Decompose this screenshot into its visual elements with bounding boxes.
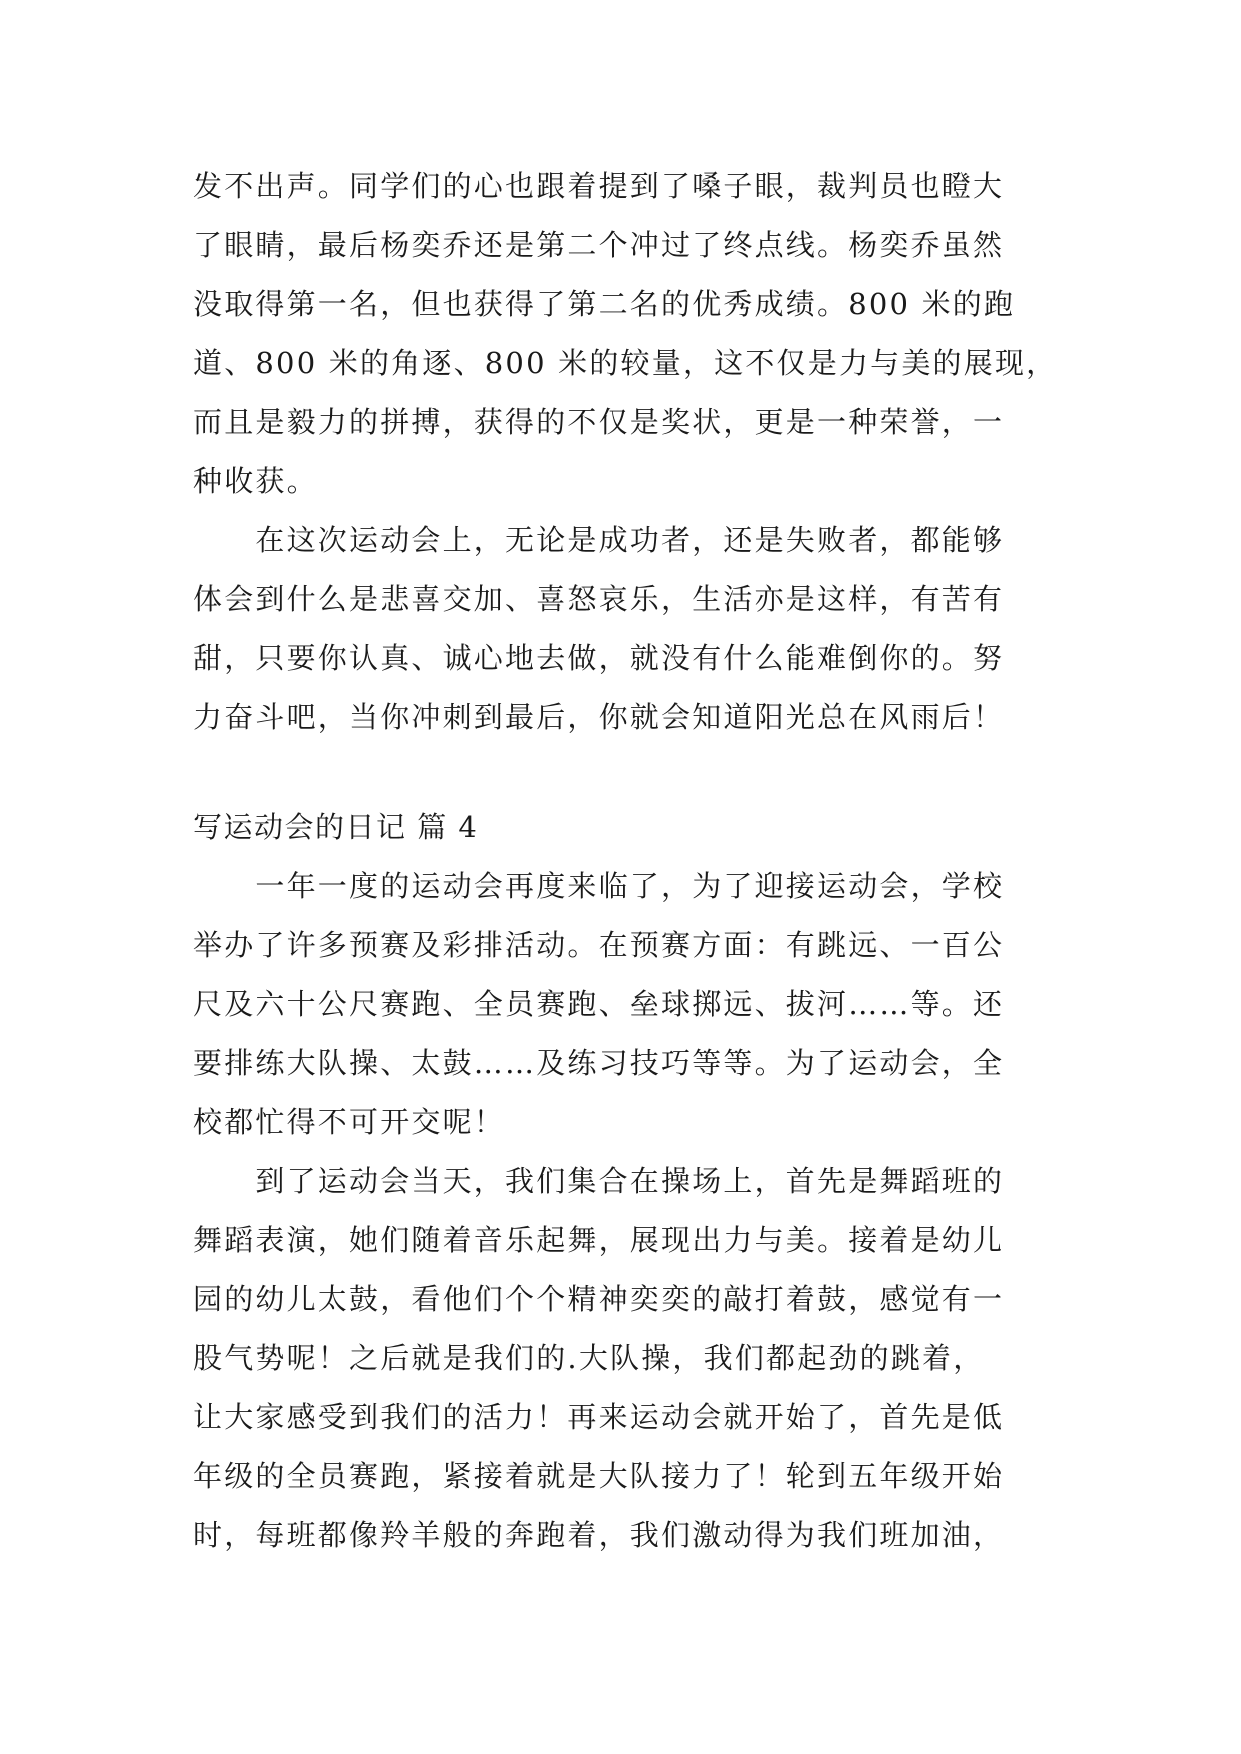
text-line: 体会到什么是悲喜交加、喜怒哀乐，生活亦是这样，有苦有 (193, 582, 1005, 616)
text-line: 种收获。 (193, 464, 318, 498)
text-line: 在这次运动会上，无论是成功者，还是失败者，都能够 (193, 523, 1005, 557)
text-line: 年级的全员赛跑，紧接着就是大队接力了！轮到五年级开始 (193, 1459, 1005, 1493)
text-line: 一年一度的运动会再度来临了，为了迎接运动会，学校 (193, 869, 1005, 903)
section-heading: 写运动会的日记 篇 4 (193, 810, 479, 844)
text-line: 园的幼儿太鼓，看他们个个精神奕奕的敲打着鼓，感觉有一 (193, 1282, 1005, 1316)
text-line: 没取得第一名，但也获得了第二名的优秀成绩。800 米的跑 (193, 287, 1016, 321)
text-line: 了眼睛，最后杨奕乔还是第二个冲过了终点线。杨奕乔虽然 (193, 228, 1005, 262)
text-line: 道、800 米的角逐、800 米的较量，这不仅是力与美的展现， (193, 346, 1058, 380)
text-line: 股气势呢！之后就是我们的.大队操，我们都起劲的跳着， (193, 1341, 985, 1375)
text-line: 校都忙得不可开交呢！ (193, 1105, 506, 1139)
text-line: 到了运动会当天，我们集合在操场上，首先是舞蹈班的 (193, 1164, 1005, 1198)
text-line: 举办了许多预赛及彩排活动。在预赛方面：有跳远、一百公 (193, 928, 1005, 962)
text-line: 舞蹈表演，她们随着音乐起舞，展现出力与美。接着是幼儿 (193, 1223, 1005, 1257)
text-line: 力奋斗吧，当你冲刺到最后，你就会知道阳光总在风雨后！ (193, 700, 1005, 734)
text-line: 尺及六十公尺赛跑、全员赛跑、垒球掷远、拔河……等。还 (193, 987, 1005, 1021)
text-line: 让大家感受到我们的活力！再来运动会就开始了，首先是低 (193, 1400, 1005, 1434)
text-line: 时，每班都像羚羊般的奔跑着，我们激动得为我们班加油， (193, 1518, 1005, 1552)
text-line: 甜，只要你认真、诚心地去做，就没有什么能难倒你的。努 (193, 641, 1005, 675)
text-line: 要排练大队操、太鼓……及练习技巧等等。为了运动会，全 (193, 1046, 1005, 1080)
text-line: 而且是毅力的拼搏，获得的不仅是奖状，更是一种荣誉，一 (193, 405, 1005, 439)
text-line: 发不出声。同学们的心也跟着提到了嗓子眼，裁判员也瞪大 (193, 169, 1005, 203)
